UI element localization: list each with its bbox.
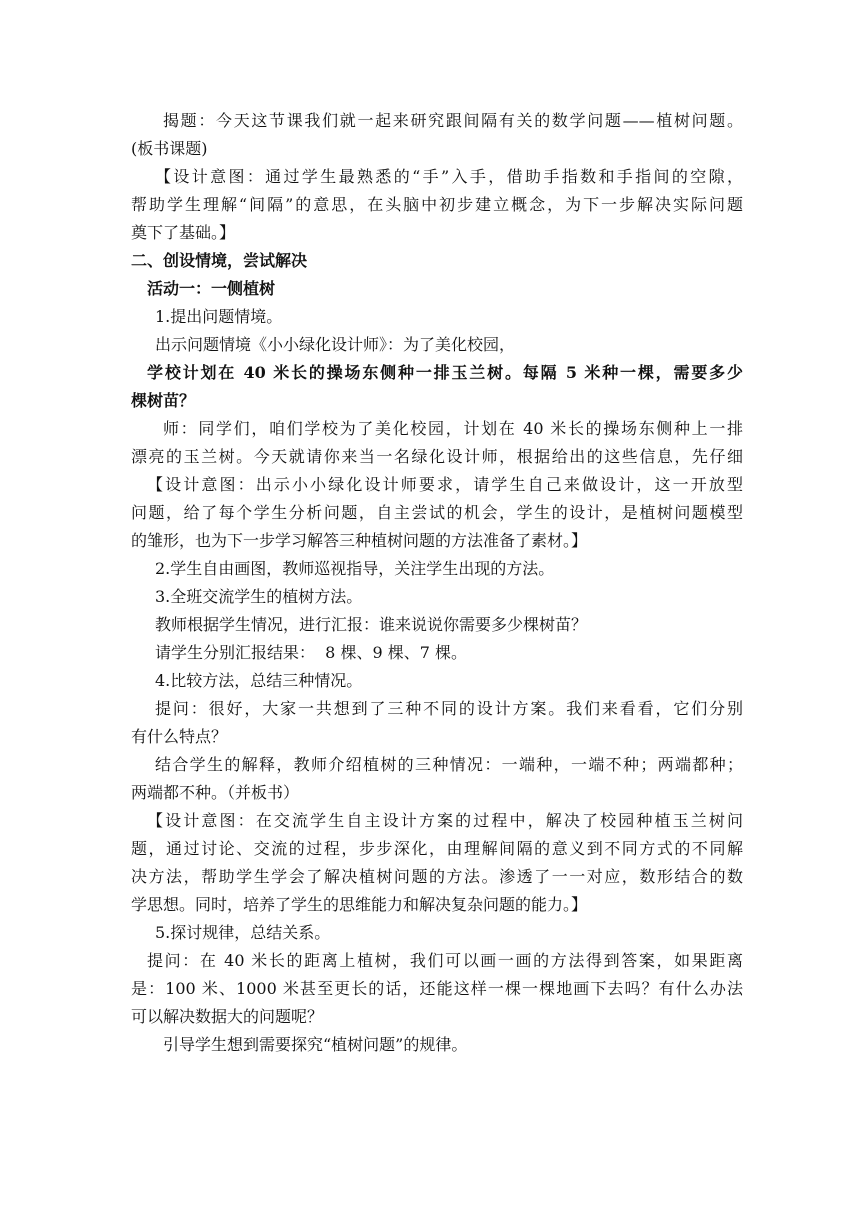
design-intent-1: [131, 163, 743, 247]
text-line: 棵树苗？: [131, 391, 196, 410]
problem-statement: [131, 359, 743, 415]
text-line: 学思想。同时，培养了学生的思维能力和解决复杂问题的能力。】: [131, 895, 588, 914]
design-intent-2: [131, 471, 743, 555]
text-line: 是：100 米、1000 米甚至更长的话，还能这样一棵一棵地画下去吗？有什么办法: [131, 979, 743, 998]
text-line: 【设计意图：通过学生最熟悉的“手”入手，借助手指数和手指间的空隙，: [155, 167, 743, 186]
step-2: [131, 555, 743, 583]
teacher-speech: [131, 415, 743, 471]
text-line: 有什么特点？: [131, 727, 228, 746]
text-line: 出示问题情境《小小绿化设计师》：为了美化校园，: [155, 335, 516, 354]
text-line: 奠下了基础。】: [131, 223, 236, 242]
text-line: 帮助学生理解“间隔”的意思，在头脑中初步建立概念，为下一步解决实际问题: [131, 195, 743, 214]
text-line: 教师根据学生情况，进行汇报：谁来说说你需要多少棵树苗？: [155, 615, 588, 634]
teacher-report: [131, 611, 743, 639]
document-body: [131, 107, 743, 1059]
step-5: [131, 919, 743, 947]
question-1: [131, 695, 743, 751]
text-line: 的雏形，也为下一步学习解答三种植树问题的方法准备了素材。】: [131, 531, 588, 550]
activity-1-heading: [131, 275, 743, 303]
text-line: 题，通过讨论、交流的过程，步步深化，由理解间隔的意义到不同方式的不同解: [131, 839, 743, 858]
text-line: 4.比较方法，总结三种情况。: [155, 671, 363, 690]
text-line: 2.学生自由画图，教师巡视指导，关注学生出现的方法。: [155, 559, 555, 578]
explanation: [131, 751, 743, 807]
step-3: [131, 583, 743, 611]
text-line: 【设计意图：在交流学生自主设计方案的过程中，解决了校园种植玉兰树问: [147, 811, 743, 830]
text-line: 漂亮的玉兰树。今天就请你来当一名绿化设计师，根据给出的这些信息，先仔细: [131, 447, 743, 466]
text-line: 揭题：今天这节课我们就一起来研究跟间隔有关的数学问题——植树问题。: [163, 111, 743, 130]
text-line: 请学生分别汇报结果： 8 棵、9 棵、7 棵。: [155, 643, 467, 662]
question-2: [131, 947, 743, 1031]
text-line: 师：同学们，咱们学校为了美化校园，计划在 40 米长的操场东侧种上一排: [163, 419, 743, 438]
step-4: [131, 667, 743, 695]
text-line: 引导学生想到需要探究“植树问题”的规律。: [163, 1035, 468, 1054]
text-line: 两端都不种。（并板书）: [131, 783, 300, 802]
heading-line: 二、创设情境，尝试解决: [131, 251, 308, 270]
student-report: [131, 639, 743, 667]
text-line: 决方法，帮助学生学会了解决植树问题的方法。渗透了一一对应，数形结合的数: [131, 867, 743, 886]
text-line: 学校计划在 40 米长的操场东侧种一排玉兰树。每隔 5 米种一棵，需要多少: [147, 363, 743, 382]
text-line: 提问：很好，大家一共想到了三种不同的设计方案。我们来看看，它们分别: [155, 699, 743, 718]
intro-topic: [131, 107, 743, 163]
text-line: 提问：在 40 米长的距离上植树，我们可以画一画的方法得到答案，如果距离: [147, 951, 743, 970]
text-line: 结合学生的解释，教师介绍植树的三种情况：一端种，一端不种；两端都种；: [155, 755, 743, 774]
section-2-heading: [131, 247, 743, 275]
text-line: (板书课题): [131, 139, 208, 158]
heading-line: 活动一：一侧植树: [147, 279, 276, 298]
text-line: 1.提出问题情境。: [155, 307, 283, 326]
design-intent-3: [131, 807, 743, 919]
problem-scenario: [131, 331, 743, 359]
step-1: [131, 303, 743, 331]
text-line: 3.全班交流学生的植树方法。: [155, 587, 363, 606]
text-line: 问题，给了每个学生分析问题，自主尝试的机会，学生的设计，是植树问题模型: [131, 503, 743, 522]
text-line: 可以解决数据大的问题呢？: [131, 1007, 324, 1026]
text-line: 5.探讨规律，总结关系。: [155, 923, 331, 942]
guide: [131, 1031, 743, 1059]
text-line: 【设计意图：出示小小绿化设计师要求，请学生自己来做设计，这一开放型: [147, 475, 743, 494]
